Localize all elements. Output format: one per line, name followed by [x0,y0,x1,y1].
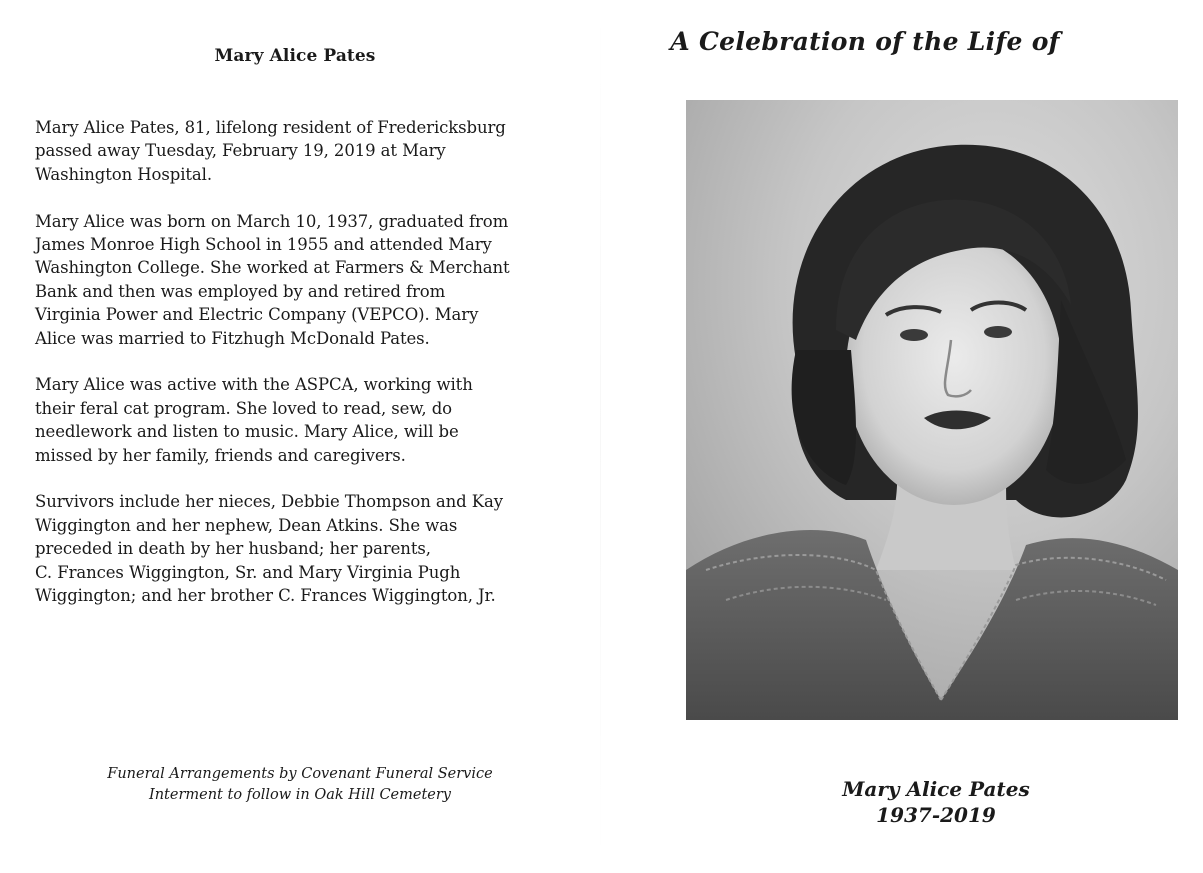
celebration-title: A Celebration of the Life of [670,27,1060,56]
obituary-paragraph: Survivors include her nieces, Debbie Thompson and Kay Wiggington and her nephew, Dean Atkins. She was preceded in death by her husband; her parents, C. Frances Wiggington, Sr. and Mary Virginia Pugh Wiggington; and her brother C. Frances Wiggington, Jr. [35,492,503,606]
life-years: 1937-2019 [876,803,996,827]
obituary-paragraph: Mary Alice was active with the ASPCA, working with their feral cat program. She loved to read, sew, do needlework and listen to music. Mary Alice, will be missed by her family, friends and caregivers. [35,375,473,465]
funeral-arrangements [0,764,600,806]
obituary-body [35,116,565,631]
left-page [0,0,600,873]
arrangements-line: Funeral Arrangements by Covenant Funeral Service [107,766,493,782]
interment-line: Interment to follow in Oak Hill Cemetery [148,787,451,803]
obituary-paragraph: Mary Alice was born on March 10, 1937, graduated from James Monroe High School in 1955 and attended Mary Washington College. She worked at Farmers & Merchant Bank and then was employed by and retired from Virginia Power and Electric Company (VEPCO). Mary Alice was married to Fitzhugh McDonald Pates. [35,211,510,348]
right-page [600,0,1203,873]
obituary-paragraph: Mary Alice Pates, 81, lifelong resident of Fredericksburg passed away Tuesday, February 19, 2019 at Mary Washington Hospital. [35,118,506,184]
obituary-heading: Mary Alice Pates [214,46,376,66]
deceased-name: Mary Alice Pates [842,777,1030,801]
portrait-illustration [686,100,1178,720]
portrait-photo [686,100,1178,720]
memorial-name-block [600,776,1203,828]
